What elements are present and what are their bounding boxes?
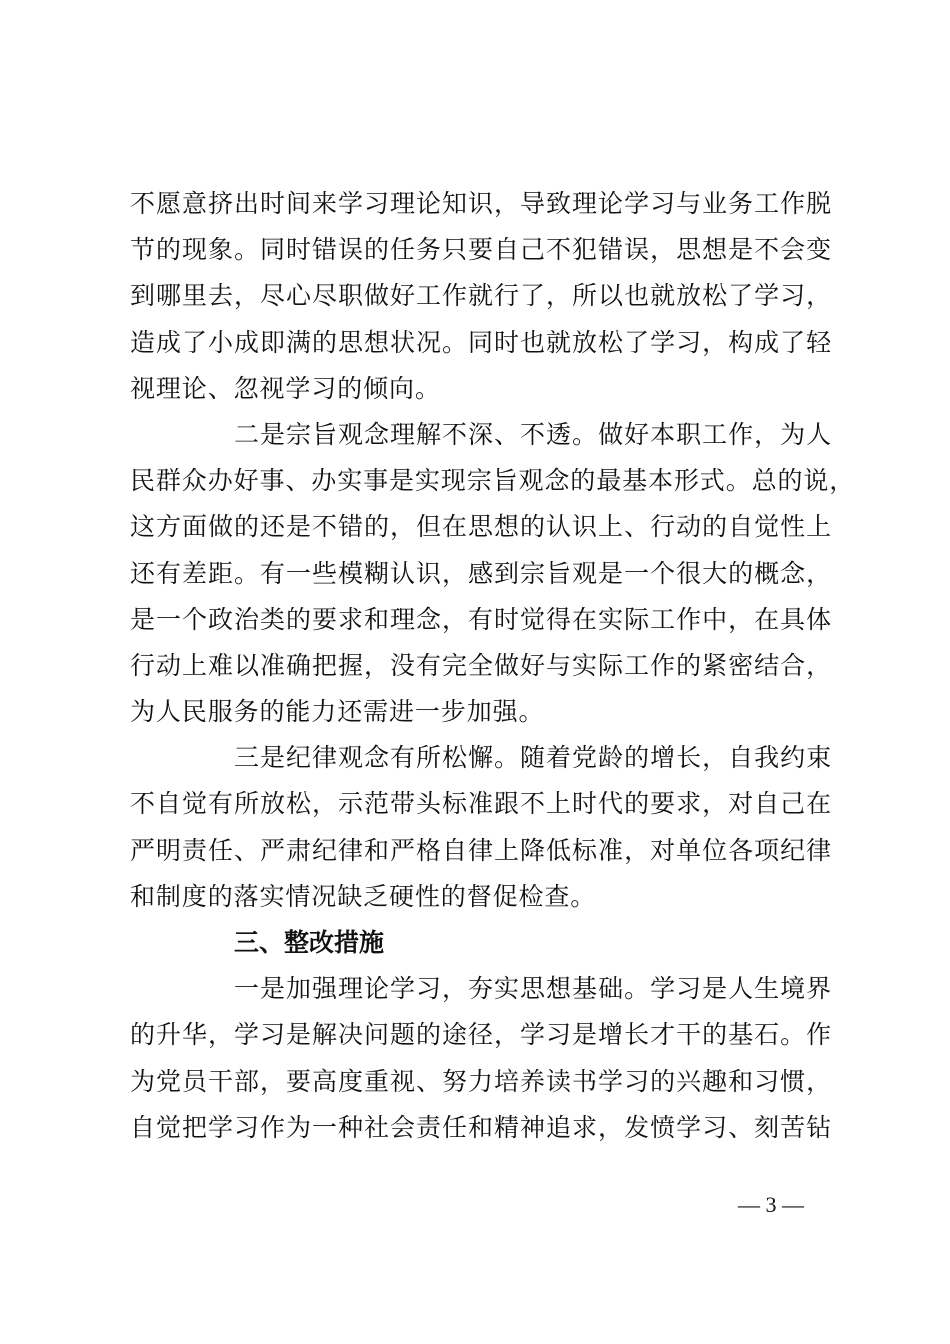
text-line: 二是宗旨观念理解不深、不透。做好本职工作，为人 — [234, 419, 832, 449]
paragraph — [130, 735, 832, 920]
text-line: 不自觉有所放松，示范带头标准跟不上时代的要求，对自己在 — [130, 789, 832, 819]
text-line: 到哪里去，尽心尽职做好工作就行了，所以也就放松了学习， — [130, 281, 832, 311]
text-line: 严明责任、严肃纪律和严格自律上降低标准，对单位各项纪律 — [130, 835, 832, 865]
text-line: 三是纪律观念有所松懈。随着党龄的增长，自我约束 — [234, 743, 832, 773]
text-line: 行动上难以准确把握，没有完全做好与实际工作的紧密结合， — [130, 650, 832, 680]
text-line: 一是加强理论学习，夯实思想基础。学习是人生境界 — [234, 974, 832, 1004]
page-number: — 3 — — [738, 1192, 804, 1217]
text-line: 是一个政治类的要求和理念，有时觉得在实际工作中，在具体 — [130, 604, 832, 634]
section-heading: 三、整改措施 — [234, 928, 385, 957]
paragraph — [130, 181, 832, 412]
text-line: 节的现象。同时错误的任务只要自己不犯错误，思想是不会变 — [130, 235, 832, 265]
text-line: 民群众办好事、办实事是实现宗旨观念的最基本形式。总的说， — [130, 466, 856, 496]
paragraph — [130, 412, 856, 735]
text-line: 为党员干部，要高度重视、努力培养读书学习的兴趣和习惯， — [130, 1066, 832, 1096]
text-line: 不愿意挤出时间来学习理论知识，导致理论学习与业务工作脱 — [130, 189, 832, 218]
text-line: 还有差距。有一些模糊认识，感到宗旨观是一个很大的概念， — [130, 558, 832, 588]
text-line: 为人民服务的能力还需进一步加强。 — [130, 697, 545, 727]
text-line: 视理论、忽视学习的倾向。 — [130, 373, 441, 403]
document-body — [130, 181, 856, 1151]
paragraph — [130, 966, 832, 1151]
text-line: 造成了小成即满的思想状况。同时也就放松了学习，构成了轻 — [130, 327, 832, 357]
text-line: 的升华，学习是解决问题的途径，学习是增长才干的基石。作 — [130, 1020, 832, 1050]
text-line: 这方面做的还是不错的，但在思想的认识上、行动的自觉性上 — [130, 512, 832, 542]
text-line: 和制度的落实情况缺乏硬性的督促检查。 — [130, 881, 597, 911]
text-line: 自觉把学习作为一种社会责任和精神追求，发愤学习、刻苦钻 — [130, 1112, 832, 1142]
